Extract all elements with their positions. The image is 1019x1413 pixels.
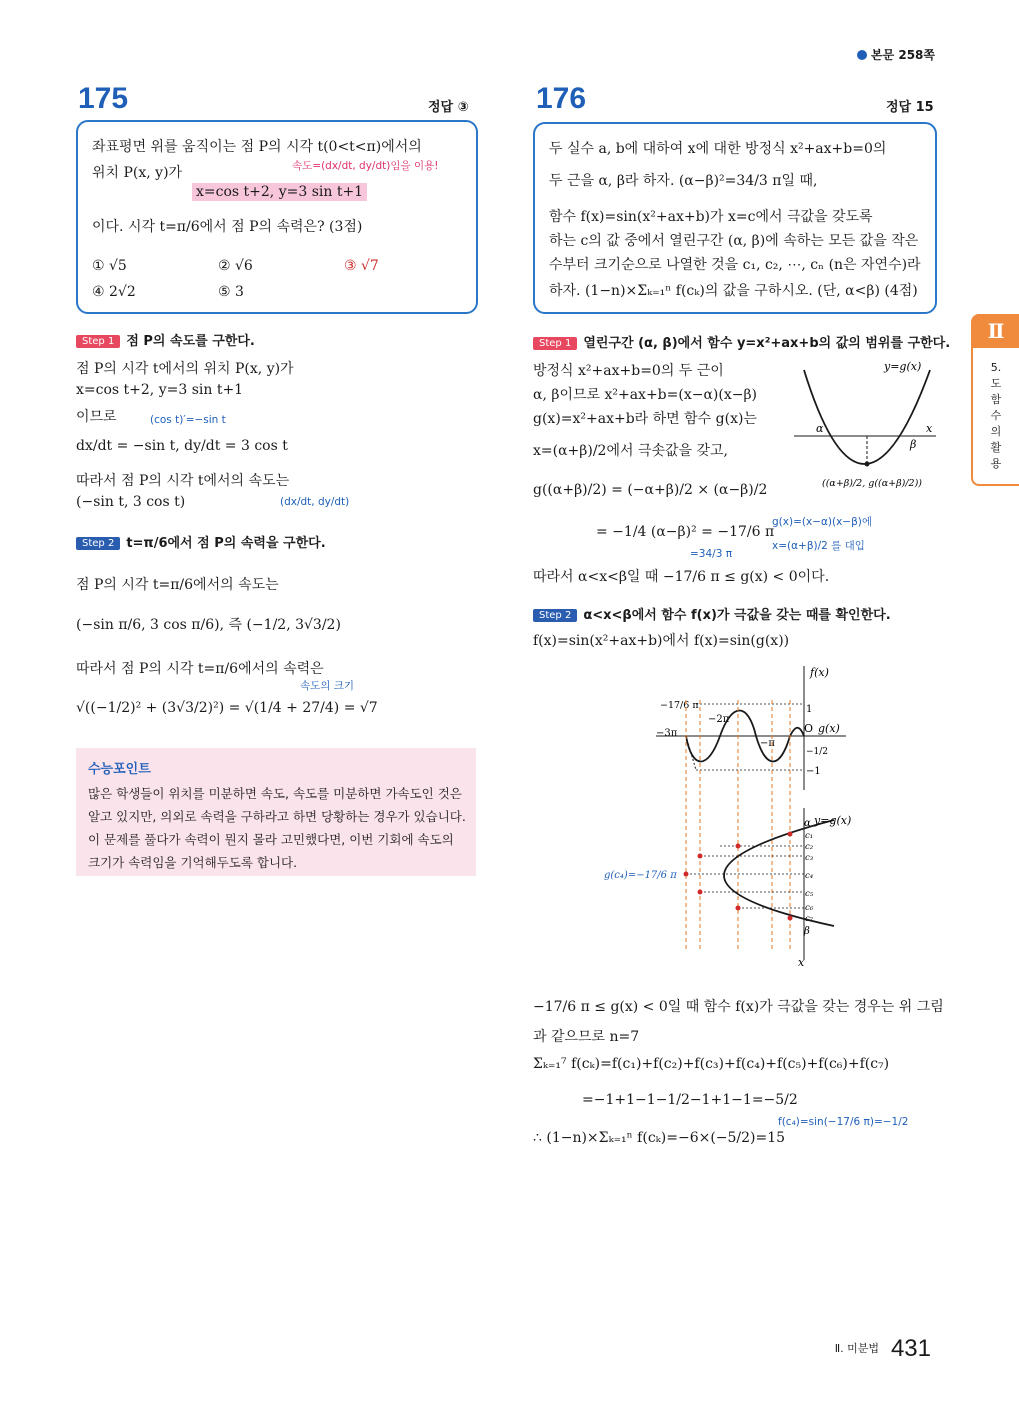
c4-value-note: f(c₄)=sin(−17/6 π)=−1/2 (778, 1116, 909, 1128)
c3-label: c₃ (805, 853, 814, 863)
gx-label: g(x) (818, 722, 840, 735)
chapter-tab[interactable] (971, 314, 1019, 486)
page-number: 431 (890, 1335, 931, 1362)
step-badge: Step 2 (533, 609, 577, 622)
question-line: 수부터 크기순으로 나열한 것을 c₁, c₂, ⋯, cₙ (n은 자연수)라 (549, 257, 921, 273)
c2-label: c₂ (805, 842, 814, 852)
sideways-parabola (724, 820, 834, 926)
question-line: 하자. (1−n)×Σₖ₌₁ⁿ f(cₖ)의 값을 구하시오. (단, α<β) (4점) (549, 283, 918, 299)
c4-label: c₄ (805, 871, 814, 881)
combined-figure (600, 660, 900, 970)
solution-line: 과 같으므로 n=7 (533, 1029, 640, 1045)
solution-line: =−1+1−1−1/2−1+1−1=−5/2 (582, 1092, 798, 1108)
negpi-label: −π (760, 738, 775, 749)
step-title: α<x<β에서 함수 f(x)가 극값을 갖는 때를 확인한다. (583, 608, 891, 623)
page-reference: 본문 258쪽 (857, 46, 935, 63)
c1-label: c₁ (805, 831, 814, 841)
step1-heading-175 (76, 330, 255, 349)
neg-one-label: −1 (806, 766, 821, 777)
solution-line: 점 P의 시각 t에서의 위치 P(x, y)가 (76, 361, 294, 377)
alpha-label-2: α (804, 818, 811, 829)
question-line: 위치 P(x, y)가 (92, 165, 183, 181)
problem-number-175: 175 (78, 82, 129, 115)
solution-line: Σₖ₌₁⁷ f(cₖ)=f(c₁)+f(c₂)+f(c₃)+f(c₄)+f(c₅)+f(c₆)+f(c₇) (533, 1056, 890, 1072)
step-badge: Step 2 (76, 537, 120, 550)
question-line: 이다. 시각 t=π/6에서 점 P의 속력은? (3점) (92, 219, 363, 235)
step-badge: Step 1 (533, 337, 577, 350)
ygx-label: y=g(x) (814, 814, 852, 827)
beta-label: β (910, 438, 917, 451)
extremum-point (736, 844, 741, 849)
neg2pi-label: −2π (708, 714, 730, 725)
solution-line: −17/6 π ≤ g(x) < 0일 때 함수 f(x)가 극값을 갖는 경우는 위 그림 (533, 999, 944, 1015)
solution-line: 방정식 x²+ax+b=0의 두 근이 (533, 363, 724, 379)
solution-line: x=cos t+2, y=3 sin t+1 (76, 382, 244, 398)
value-note: =34/3 π (690, 548, 733, 560)
extremum-point (736, 906, 741, 911)
choice-5: ⑤ 3 (218, 284, 244, 300)
step1-heading-176 (533, 332, 950, 351)
solution-line: 따라서 점 P의 시각 t=π/6에서의 속력은 (76, 661, 324, 677)
solution-line: 따라서 점 P의 시각 t에서의 속도는 (76, 473, 290, 489)
solution-line: (−sin π/6, 3 cos π/6), 즉 (−1/2, 3√3/2) (76, 617, 341, 633)
position-equation: x=cos t+2, y=3 sin t+1 (192, 183, 367, 201)
x-label: x (926, 422, 933, 435)
answer-175: 정답 ③ (428, 100, 469, 115)
alpha-label: α (816, 422, 824, 435)
solution-line: (−sin t, 3 cos t) (76, 494, 186, 510)
question-line: 함수 f(x)=sin(x²+ax+b)가 x=c에서 극값을 갖도록 (549, 209, 873, 225)
neg-half-label: −1/2 (806, 747, 829, 757)
choice-2: ② √6 (218, 258, 253, 274)
c7-label: c₇ (805, 914, 814, 924)
solution-line: x=(α+β)/2에서 극솟값을 갖고, (533, 443, 728, 459)
step2-heading-175 (76, 532, 326, 551)
step-title: 점 P의 속도를 구한다. (126, 334, 255, 349)
fx-label: f(x) (810, 666, 829, 679)
gc4-label: g(c₄)=−17/6 π (604, 870, 677, 881)
chapter-title: 5. 도함수의 활용 (990, 361, 1002, 470)
chapter-roman: Ⅱ (973, 314, 1019, 348)
solution-line: ∴ (1−n)×Σₖ₌₁ⁿ f(cₖ)=−6×(−5/2)=15 (533, 1130, 786, 1146)
origin-label: O (804, 722, 814, 735)
extremum-point (788, 832, 793, 837)
question-box-175 (76, 120, 478, 314)
solution-line: √((−1/2)² + (3√3/2)²) = √(1/4 + 27/4) = √7 (76, 700, 378, 716)
graph-label: y=g(x) (884, 360, 922, 373)
choice-1: ① √5 (92, 258, 127, 274)
extremum-point (684, 872, 689, 877)
vertex-label: ((α+β)/2, g((α+β)/2)) (822, 478, 922, 489)
hint-note: 속도=(dx/dt, dy/dt)임을 이용! (292, 160, 439, 172)
neg17-label: −17/6 π (660, 700, 699, 711)
question-line: 두 실수 a, b에 대하여 x에 대한 방정식 x²+ax+b=0의 (549, 141, 887, 157)
question-line: 하는 c의 값 중에서 열린구간 (α, β)에 속하는 모든 값을 작은 (549, 233, 919, 249)
extremum-point (788, 916, 793, 921)
solution-line: 따라서 α<x<β일 때 −17/6 π ≤ g(x) < 0이다. (533, 569, 830, 585)
beta-label-2: β (804, 926, 810, 937)
exam-point-box (76, 748, 476, 876)
vertex-point (865, 462, 870, 467)
neg3pi-label: −3π (656, 728, 678, 739)
extremum-point (698, 890, 703, 895)
substitution-note: x=(α+β)/2 를 대입 (772, 540, 865, 552)
solution-line: 점 P의 시각 t=π/6에서의 속도는 (76, 577, 279, 593)
solution-line: 이므로 (76, 409, 117, 425)
speed-note: 속도의 크기 (300, 680, 355, 692)
point-title: 수능포인트 (88, 762, 151, 777)
step-title: 열린구간 (α, β)에서 함수 y=x²+ax+b의 값의 범위를 구한다. (583, 336, 951, 351)
point-text: 많은 학생들이 위치를 미분하면 속도, 속도를 미분하면 가속도인 것은 알고 있지만, 의외로 속력을 구하라고 하면 당황하는 경우가 있습니다. 이 문제를 풀다가 속력이 뭔지 몰라 고민했다면, 이번 기회에 속도의 크기가 속력임을 기억해두도록 합니다. (88, 786, 466, 870)
solution-line: g((α+β)/2) = (−α+β)/2 × (α−β)/2 (533, 482, 768, 498)
bullet-icon (857, 50, 867, 60)
substitution-note: g(x)=(x−α)(x−β)에 (772, 516, 873, 528)
c5-label: c₅ (805, 889, 814, 899)
question-box-176 (533, 122, 937, 314)
one-label: 1 (806, 704, 813, 715)
answer-176: 정답 15 (886, 100, 934, 115)
solution-line: = −1/4 (α−β)² = −17/6 π (596, 524, 775, 540)
solution-line: α, β이므로 x²+ax+b=(x−α)(x−β) (533, 387, 758, 403)
solution-line: g(x)=x²+ax+b라 하면 함수 g(x)는 (533, 411, 757, 427)
parabola-graph (792, 358, 938, 498)
c6-label: c₆ (805, 903, 814, 913)
sine-dash (686, 736, 696, 770)
step-title: t=π/6에서 점 P의 속력을 구한다. (126, 536, 326, 551)
step-badge: Step 1 (76, 335, 120, 348)
choice-4: ④ 2√2 (92, 284, 136, 300)
question-line: 두 근을 α, β라 하자. (α−β)²=34/3 π일 때, (549, 173, 818, 189)
velocity-note: (dx/dt, dy/dt) (280, 496, 350, 508)
solution-line: f(x)=sin(x²+ax+b)에서 f(x)=sin(g(x)) (533, 633, 790, 649)
solution-line: dx/dt = −sin t, dy/dt = 3 cos t (76, 438, 288, 454)
step2-heading-176 (533, 604, 891, 623)
choice-3: ③ √7 (344, 258, 379, 274)
x-label-2: x (798, 956, 805, 969)
footer-section: Ⅱ. 미분법 (834, 1342, 879, 1355)
problem-number-176: 176 (536, 82, 587, 115)
extremum-point (698, 854, 703, 859)
derivative-note: (cos t)′=−sin t (150, 414, 226, 426)
question-line: 좌표평면 위를 움직이는 점 P의 시각 t(0<t<π)에서의 (92, 139, 422, 155)
